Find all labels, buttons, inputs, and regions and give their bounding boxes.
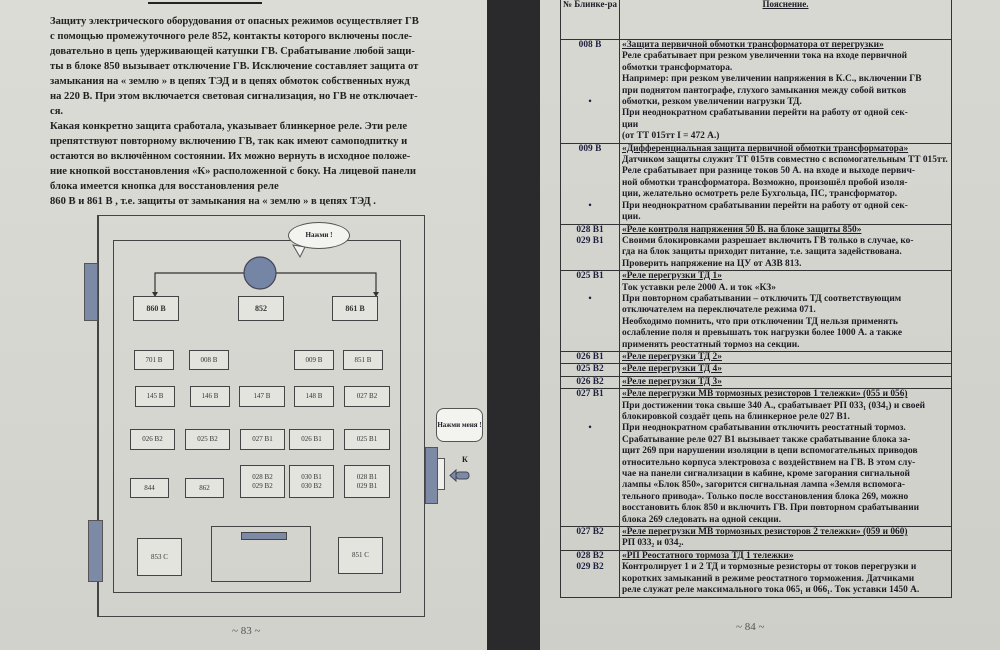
relay-number: • <box>588 293 592 304</box>
explanation-line: коротких замыканий в режиме реостатного торможения. Датчиками <box>622 573 915 584</box>
explanation-line: лампы «Блок 850», загорится сигнальная лампа «Земля вспомога- <box>622 480 905 491</box>
relay-block-860b: 860 В <box>133 296 179 321</box>
relay-number: • <box>588 200 592 211</box>
explanation-line: При повторном срабатывании – отключить ТД соответствующим <box>622 293 902 304</box>
table-header-row <box>561 0 952 40</box>
relay-block-851c: 851 С <box>338 537 383 574</box>
explanation-line: ции. <box>622 212 641 223</box>
explanation-line: «РП Реостатного тормоза ТД 1 тележки» <box>622 550 794 561</box>
explanation-line: блока 269 следовать на одной секции. <box>622 514 781 525</box>
relay-number-cell <box>561 143 620 224</box>
relay-number <box>563 155 617 166</box>
paragraph-line: ся. <box>50 106 64 117</box>
explanation-line: «Реле перегрузки ТД 4» <box>622 364 722 375</box>
relay-block-862: 862 <box>185 478 224 498</box>
relay-number: 025 В2 <box>576 364 604 375</box>
table-row <box>561 143 952 224</box>
left-page <box>0 0 487 650</box>
explanation-line: ции <box>622 119 639 130</box>
relay-number: 009 В <box>578 143 602 154</box>
explanation-line: тельного привода». Только после восстановления блока 269, можно <box>622 491 909 502</box>
explanation-line: Проверить напряжение на ЦУ от АЗВ 813. <box>622 258 802 269</box>
explanation-line: обмотки трансформатора. <box>622 62 733 73</box>
relay-block-025b2: 025 В2 <box>185 429 230 450</box>
explanation-line: реле служат реле максимального тока 065₁ и 066₁. Ток уставки 1450 А. <box>622 585 920 596</box>
table-row <box>561 364 952 376</box>
relay-block-030b1-030b2 <box>289 465 334 498</box>
page-number: ~ 84 ~ <box>736 621 765 633</box>
relay-block-853c: 853 С <box>137 538 182 576</box>
label: 028 В2 <box>252 472 273 481</box>
relay-number <box>563 283 617 294</box>
relay-number: 027 В2 <box>576 527 604 538</box>
paragraph-line: довательно в цепь удерживающей катушки ГВ. Срабатывание любой защи- <box>50 46 415 57</box>
explanation-line: Своими блокировками разрешает включить ГВ только в случае, ко- <box>622 235 914 246</box>
relay-block-844: 844 <box>130 478 169 498</box>
relay-number-cell <box>561 389 620 527</box>
paragraph-line: на 220 В. При этом включается световая сигнализация, но ГВ не отключает- <box>50 91 418 102</box>
explanation-line: При неоднократном срабатывании отключить реостатный тормоз. <box>622 423 906 434</box>
explanation-line: Необходимо помнить, что при отключении ТД нельзя применять <box>622 316 898 327</box>
explanation-line: Срабатывание реле 027 В1 вызывает также срабатывание блока за- <box>622 434 911 445</box>
explanation-line: «Реле перегрузки МВ тормозных резисторов 2 тележки» (059 и 060) <box>622 527 908 538</box>
explanation-line: При неоднократном срабатывании перейти на работу от одной сек- <box>622 200 908 211</box>
column-header-relay-number: № Блинке-ра <box>561 0 620 40</box>
k-label: К <box>462 455 468 464</box>
explanation-line: восстановить блок 850 и включить ГВ. При повторном срабатывании <box>622 503 920 514</box>
table-row <box>561 224 952 271</box>
relay-number <box>563 178 617 189</box>
relay-block-025b1: 025 В1 <box>344 429 390 450</box>
explanation-line: относительно корпуса электровоза с воздействием на ГВ. В этом слу- <box>622 457 916 468</box>
relay-number-cell <box>561 271 620 352</box>
explanation-line: блокировкой создаёт цепь на блинкерное реле 027 В1. <box>622 412 850 422</box>
explanation-line: при поднятом пантографе, глухого замыкания между собой витков <box>622 85 907 96</box>
label: 029 В2 <box>252 481 273 490</box>
relay-block-851b: 851 В <box>343 350 383 370</box>
paragraph-line: ние кнопкой восстановления «К» расположенной с боку. На лицевой панели <box>50 166 416 177</box>
paragraph-line: замыкания на « землю » в цепях ТЭД и в цепях обмоток собственных нужд <box>50 76 410 87</box>
relay-block-026b2: 026 В2 <box>130 429 175 450</box>
relay-number <box>563 401 617 412</box>
explanation-cell <box>620 271 952 352</box>
explanation-line: Датчиком защиты служит ТТ 015тв совместно с вспомогательным ТТ 015тт. <box>622 155 948 166</box>
explanation-line: щит 269 при нарушении изоляции в цепи вспомогательных приводов <box>622 446 918 457</box>
table-row <box>561 527 952 551</box>
explanation-line: отключателем на переключателе режима 071. <box>622 305 816 316</box>
indicator-lamp <box>244 257 276 289</box>
relay-number-cell <box>561 376 620 388</box>
table-row <box>561 550 952 597</box>
relay-block-027b2: 027 В2 <box>344 386 390 407</box>
relay-block-028b1-029b1 <box>344 465 390 498</box>
explanation-line: Реле срабатывает при разнице токов 50 А. на входе и выходе первич- <box>622 166 915 177</box>
explanation-line: Реле срабатывает при резком увеличении тока на входе первичной <box>622 51 908 62</box>
relay-block-145b: 145 В <box>135 386 175 407</box>
relay-number <box>563 63 617 74</box>
paragraph-line: с помощью промежуточного реле 852, контакты которого включены после- <box>50 31 413 42</box>
paragraph-line: ты в блоке 850 вызывает отключение ГВ. Исключение составляет защита от <box>50 61 419 72</box>
relay-number <box>563 74 617 85</box>
relay-block-852: 852 <box>238 296 284 321</box>
explanation-line: применять реостатный тормоз на секции. <box>622 339 800 350</box>
table-row <box>561 351 952 363</box>
relay-explanation-table <box>560 0 952 598</box>
relay-block-008b: 008 В <box>189 350 229 370</box>
relay-block-028b2-029b2 <box>240 465 285 498</box>
relay-number-cell <box>561 351 620 363</box>
explanation-cell <box>620 527 952 551</box>
relay-number: 028 В1 <box>576 224 604 235</box>
relay-number: 025 В1 <box>576 271 604 282</box>
explanation-cell <box>620 389 952 527</box>
relay-number: 029 В2 <box>576 562 604 573</box>
table-row <box>561 376 952 388</box>
paragraph-line: препятствуют повторному включению ГВ, так как имеют самоподпитку и <box>50 136 408 147</box>
explanation-cell <box>620 40 952 144</box>
relay-number: • <box>588 423 592 434</box>
relay-number: 026 В1 <box>576 351 604 362</box>
table-row <box>561 389 952 527</box>
explanation-line: обмотки, резком увеличении нагрузки ТД. <box>622 97 802 108</box>
relay-number: 027 В1 <box>576 389 604 400</box>
label: 030 В2 <box>301 481 322 490</box>
explanation-cell <box>620 351 952 363</box>
relay-number: 029 В1 <box>576 235 604 246</box>
paragraph-line: остаются во включённом состоянии. Их можно вернуть в исходное положе- <box>50 151 411 162</box>
explanation-line: гда на блок защиты приходит питание, т.е. защита задействована. <box>622 247 902 258</box>
explanation-line: «Реле перегрузки ТД 1» <box>622 271 722 282</box>
explanation-line: «Реле перегрузки ТД 2» <box>622 351 722 362</box>
relay-number: 026 В2 <box>576 376 604 387</box>
paragraph-line: Защиту электрического оборудования от опасных режимов осуществляет ГВ <box>50 16 419 27</box>
relay-number: 008 В <box>578 40 602 50</box>
relay-block-026b1: 026 В1 <box>289 429 334 450</box>
explanation-line: «Защита первичной обмотки трансформатора от перегрузки» <box>622 40 884 50</box>
explanation-cell <box>620 143 952 224</box>
explanation-line: «Реле перегрузки МВ тормозных резисторов 1 тележки» (055 и 056) <box>622 389 908 400</box>
explanation-line: Например: при резком увеличении напряжения в К.С., включении ГВ <box>622 74 922 85</box>
explanation-line: ной обмотки трансформатора. Возможно, произошёл пробой изоля- <box>622 177 908 188</box>
explanation-line: «Реле контроля напряжения 50 В. на блоке защиты 850» <box>622 224 862 235</box>
explanation-line: чае на панели сигнализации в кабине, кроме загорания сигнальной <box>622 469 910 480</box>
relay-number <box>563 51 617 62</box>
paragraph-line: блока имеется кнопка для восстановления реле <box>50 181 279 192</box>
explanation-cell <box>620 364 952 376</box>
arrow-left-icon <box>456 472 469 479</box>
explanation-cell <box>620 224 952 271</box>
relay-block-027b1: 027 В1 <box>240 429 285 450</box>
relay-number <box>563 166 617 177</box>
label: 030 В1 <box>301 472 322 481</box>
label: 028 В1 <box>356 472 378 481</box>
explanation-cell <box>620 550 952 597</box>
explanation-line: Ток уставки реле 2000 А. и ток «КЗ» <box>622 282 776 293</box>
center-unit-slot <box>241 532 287 540</box>
relay-number-cell <box>561 40 620 144</box>
table-row <box>561 40 952 144</box>
relay-number <box>563 412 617 423</box>
explanation-line: При неоднократном срабатывании перейти на работу от одной сек- <box>622 108 908 119</box>
relay-block-148b: 148 В <box>294 386 334 407</box>
relay-number-cell <box>561 527 620 551</box>
relay-number: • <box>588 96 592 107</box>
explanation-line: (от ТТ 015тт I = 472 А.) <box>622 131 720 142</box>
relay-block-009b: 009 В <box>294 350 334 370</box>
relay-number <box>563 86 617 97</box>
explanation-line: «Реле перегрузки ТД 3» <box>622 376 722 387</box>
explanation-line: «Дифференциальная защита первичной обмотки трансформатора» <box>622 143 909 154</box>
paragraph-line: 860 В и 861 В , т.е. защиты от замыкания на « землю » в цепях ТЭД . <box>50 196 376 207</box>
relay-block-146b: 146 В <box>190 386 230 407</box>
relay-block-861b: 861 В <box>332 296 378 321</box>
relay-number-cell <box>561 224 620 271</box>
speech-bubble-side: Нажми меня ! <box>436 408 483 442</box>
explanation-cell <box>620 376 952 388</box>
explanation-line: ции, желательно осмотреть реле Бухгольца, ПС, трансформатор. <box>622 189 898 200</box>
label: 029 В1 <box>356 481 378 490</box>
relay-number-cell <box>561 364 620 376</box>
page-number: ~ 83 ~ <box>232 625 261 637</box>
speech-bubble-top: Нажми ! <box>288 222 350 249</box>
table-row <box>561 271 952 352</box>
relay-number <box>563 189 617 200</box>
explanation-line: РП 033₂ и 034₂. <box>622 538 684 549</box>
explanation-line: При достижении тока свыше 340 А., срабатывает РП 033₁ (034₁) и своей <box>622 400 926 411</box>
column-header-explanation: Пояснение. <box>620 0 952 40</box>
explanation-line: Контролирует 1 и 2 ТД и тормозные резисторы от токов перегрузки и <box>622 562 917 573</box>
paragraph-line: Какая конкретно защита сработала, указывает блинкерное реле. Эти реле <box>50 121 408 132</box>
relay-block-147b: 147 В <box>239 386 285 407</box>
explanation-line: ослабление поля и превышать ток нагрузки более 1000 А. а также <box>622 328 903 339</box>
relay-number: 028 В2 <box>576 550 604 561</box>
relay-block-701b: 701 В <box>134 350 174 370</box>
relay-number-cell <box>561 550 620 597</box>
